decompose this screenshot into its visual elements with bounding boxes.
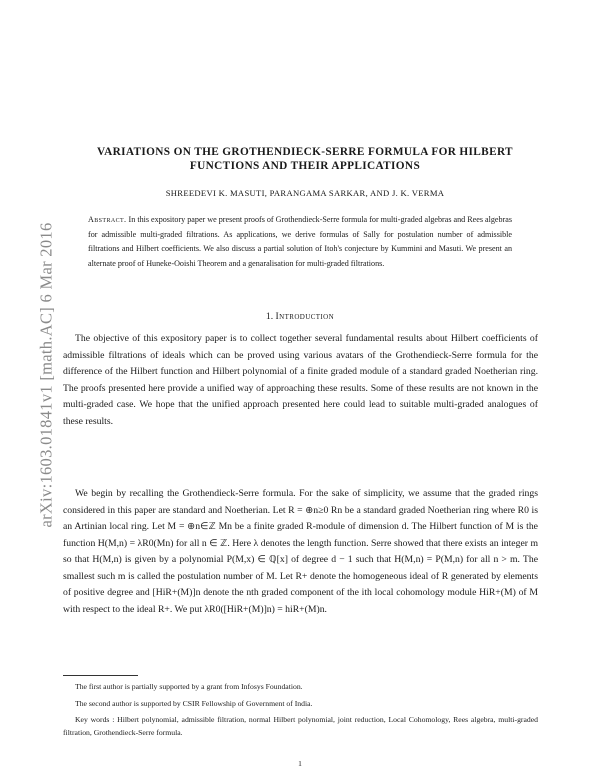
arxiv-stamp (36, 175, 56, 575)
intro-paragraph-1: The objective of this expository paper is to collect together several fundamental results about Hilbert coefficients of admissible filtrations of ideals which can be proved using various avatars of the Grothendieck-Serre formula for the difference of the Hilbert function and Hilbert polynomial of a finite graded module of a standard graded Noetherian ring. The proofs presented here provide a unified way of approaching these results. Some of these results are not known in the multi-graded case. We hope that the unified approach presented here could lead to suitable multi-graded analogues of these results. (63, 333, 538, 427)
abstract (88, 213, 512, 271)
section-heading (60, 311, 540, 322)
paper-title: VARIATIONS ON THE GROTHENDIECK-SERRE FORMULA FOR HILBERT FUNCTIONS AND THEIR APPLICATIONS (97, 146, 513, 172)
page-number: 1 (298, 759, 302, 768)
footnote-funding-first-author: The first author is partially supported by a grant from Infosys Foundation. (75, 682, 303, 691)
arxiv-identifier: arXiv:1603.01841v1 [math.AC] 6 Mar 2016 (36, 222, 55, 528)
abstract-label: Abstract. (88, 215, 127, 224)
footnote-funding-second-author: The second author is supported by CSIR Fellowship of Government of India. (75, 699, 313, 708)
author-list: SHREEDEVI K. MASUTI, PARANGAMA SARKAR, AND J. K. VERMA (165, 188, 445, 198)
section-number: 1. (265, 311, 274, 322)
section-title: Introduction (275, 311, 335, 322)
footnote-keywords: Key words : Hilbert polynomial, admissible filtration, normal Hilbert polynomial, joint reduction, Local Cohomology, Rees algebra, multi-graded filtration, Grothendieck-Serre formula. (63, 715, 538, 737)
intro-paragraph-2: We begin by recalling the Grothendieck-Serre formula. For the sake of simplicity, we assume that the graded rings considered in this paper are standard and Noetherian. Let R = ⊕n≥0 Rn be a standard graded Noetherian ring where R0 is an Artinian local ring. Let M = ⊕n∈ℤ Mn be a finite graded R-module of dimension d. The Hilbert function of M is the function H(M,n) = λR0(Mn) for all n ∈ ℤ. Here λ denotes the length function. Serre showed that there exists an integer m so that H(M,n) is given by a polynomial P(M,x) ∈ ℚ[x] of degree d − 1 such that H(M,n) = P(M,n) for all n > m. The smallest such m is called the postulation number of M. Let R+ denote the homogeneous ideal of R generated by elements of positive degree and [HiR+(M)]n denote the nth graded component of the ith local cohomology module HiR+(M) of M with respect to the ideal R+. We put λR0([HiR+(M)]n) = hiR+(M)n. (63, 488, 538, 615)
abstract-text: In this expository paper we present proofs of Grothendieck-Serre formula for multi-graded algebras and Rees algebras for admissible multi-graded filtrations. As applications, we derive formulas of Sally for postulation number of admissible filtrations and Hilbert coefficients. We also discuss a partial solution of Itoh's conjecture by Kummini and Masuti. We present an alternate proof of Huneke-Ooishi Theorem and a genaralisation for multi-graded filtrations. (88, 215, 512, 268)
footnote-divider (63, 675, 138, 676)
